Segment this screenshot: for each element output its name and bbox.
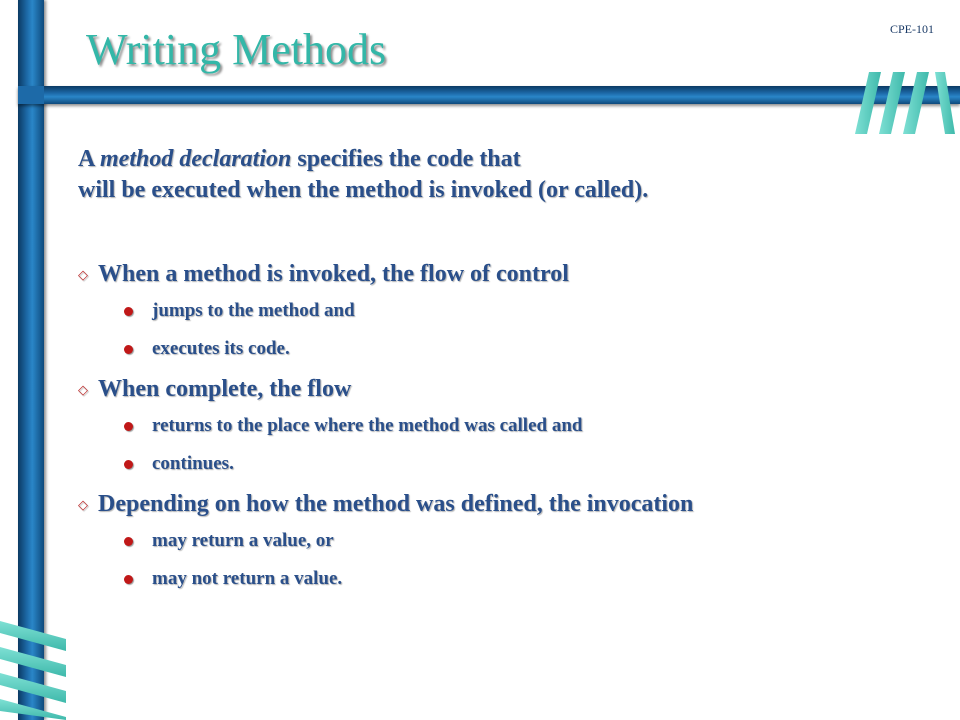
sub-bullet-text: executes its code.	[152, 338, 290, 359]
bullet-text: Depending on how the method was defined, the invocation	[98, 491, 694, 517]
bullet-line	[78, 258, 938, 293]
diamond-bullet-icon: ◇	[78, 382, 88, 397]
slide-title: Writing Methods	[86, 25, 387, 74]
bullet-item	[78, 373, 938, 476]
slide-body	[78, 144, 938, 591]
bullet-text: When a method is invoked, the flow of control	[98, 261, 569, 287]
bullet-list	[78, 258, 938, 591]
red-dot-icon	[124, 307, 133, 316]
intro-paragraph	[78, 144, 938, 206]
intro-text-1: A	[78, 146, 101, 172]
intro-emphasis: method declaration	[100, 146, 292, 172]
course-code: CPE-101	[889, 22, 934, 36]
sub-bullet-item	[124, 529, 938, 553]
sub-bullet-text: may not return a value.	[152, 568, 343, 589]
bullet-line	[78, 373, 938, 408]
diamond-bullet-icon: ◇	[78, 497, 88, 512]
sub-bullet-item	[124, 414, 938, 438]
sub-bullet-list	[78, 529, 938, 591]
bullet-line	[78, 488, 938, 523]
diamond-bullet-icon: ◇	[78, 267, 88, 282]
frame-vertical-bar	[18, 0, 44, 720]
red-dot-icon	[124, 345, 133, 354]
sub-bullet-text: jumps to the method and	[152, 300, 355, 321]
bullet-text: When complete, the flow	[98, 376, 352, 402]
decorative-stripes-top	[855, 72, 955, 138]
sub-bullet-list	[78, 414, 938, 476]
sub-bullet-list	[78, 299, 938, 361]
bullet-item	[78, 488, 938, 591]
red-dot-icon	[124, 460, 133, 469]
red-dot-icon	[124, 575, 133, 584]
red-dot-icon	[124, 537, 133, 546]
intro-text-3: will be executed when the method is invoked (or called).	[78, 177, 649, 203]
sub-bullet-item	[124, 337, 938, 361]
frame-horizontal-bar	[18, 86, 960, 104]
red-dot-icon	[124, 422, 133, 431]
sub-bullet-text: continues.	[152, 453, 234, 474]
sub-bullet-text: returns to the place where the method was called and	[152, 415, 583, 436]
intro-text-2: specifies the code that	[291, 146, 521, 172]
sub-bullet-item	[124, 299, 938, 323]
decorative-stripes-bottom	[0, 615, 70, 720]
frame-corner	[18, 86, 44, 104]
sub-bullet-item	[124, 452, 938, 476]
sub-bullet-item	[124, 567, 938, 591]
bullet-item	[78, 258, 938, 361]
sub-bullet-text: may return a value, or	[152, 530, 334, 551]
